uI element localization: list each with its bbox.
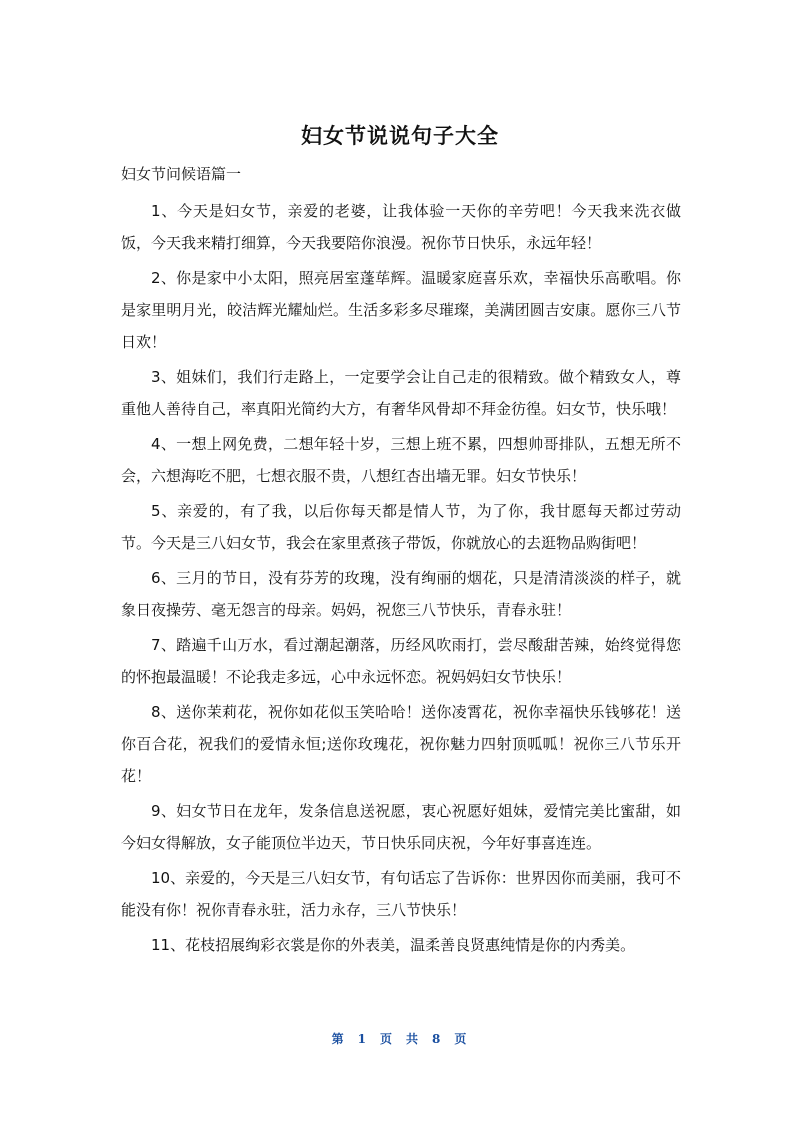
paragraph: 8、送你茉莉花，祝你如花似玉笑哈哈！送你凌霄花，祝你幸福快乐钱够花！送你百合花，祝我们的爱情永恒;送你玫瑰花，祝你魅力四射顶呱呱！祝你三八节乐开花！: [121, 703, 681, 785]
page-number: 1: [357, 1032, 368, 1046]
paragraph: 10、亲爱的，今天是三八妇女节，有句话忘了告诉你：世界因你而美丽，我可不能没有你！祝你青春永驻，活力永存，三八节快乐！: [121, 869, 681, 919]
total-label: 共: [406, 1032, 421, 1046]
paragraph: 1、今天是妇女节，亲爱的老婆，让我体验一天你的辛劳吧！今天我来洗衣做饭，今天我来精打细算，今天我要陪你浪漫。祝你节日快乐，永远年轻！: [121, 202, 681, 252]
paragraph: 6、三月的节日，没有芬芳的玫瑰，没有绚丽的烟花，只是清清淡淡的样子，就象日夜操劳、毫无怨言的母亲。妈妈，祝您三八节快乐，青春永驻！: [121, 569, 681, 619]
page-label: 第: [331, 1032, 346, 1046]
page-footer: [0, 1030, 800, 1047]
page-unit: 页: [379, 1032, 394, 1046]
paragraph: 2、你是家中小太阳，照亮居室蓬荜辉。温暖家庭喜乐欢，幸福快乐高歌唱。你是家里明月光，皎洁辉光耀灿烂。生活多彩多尽璀璨，美满团圆吉安康。愿你三八节日欢！: [121, 269, 681, 351]
total-pages: 8: [432, 1032, 443, 1046]
paragraph: 5、亲爱的，有了我，以后你每天都是情人节，为了你，我甘愿每天都过劳动节。今天是三八妇女节，我会在家里煮孩子带饭，你就放心的去逛物品购街吧！: [121, 502, 681, 552]
paragraph: 9、妇女节日在龙年，发条信息送祝愿，衷心祝愿好姐妹，爱情完美比蜜甜，如今妇女得解放，女子能顶位半边天，节日快乐同庆祝，今年好事喜连连。: [121, 802, 681, 852]
section-heading: 妇女节问候语篇一: [121, 165, 242, 183]
paragraph: 3、姐妹们，我们行走路上，一定要学会让自己走的很精致。做个精致女人，尊重他人善待自己，率真阳光简约大方，有奢华风骨却不拜金彷徨。妇女节，快乐哦！: [121, 368, 681, 418]
paragraph: 4、一想上网免费，二想年轻十岁，三想上班不累，四想帅哥排队，五想无所不会，六想海吃不肥，七想衣服不贵，八想红杏出墙无罪。妇女节快乐！: [121, 435, 681, 485]
page-title: 妇女节说说句子大全: [301, 124, 499, 148]
total-unit: 页: [454, 1032, 469, 1046]
paragraph: 11、花枝招展绚彩衣裳是你的外表美，温柔善良贤惠纯情是你的内秀美。: [151, 936, 636, 954]
document-body: [121, 195, 681, 964]
paragraph: 7、踏遍千山万水，看过潮起潮落，历经风吹雨打，尝尽酸甜苦辣，始终觉得您的怀抱最温暖！不论我走多远，心中永远怀恋。祝妈妈妇女节快乐！: [121, 636, 681, 686]
